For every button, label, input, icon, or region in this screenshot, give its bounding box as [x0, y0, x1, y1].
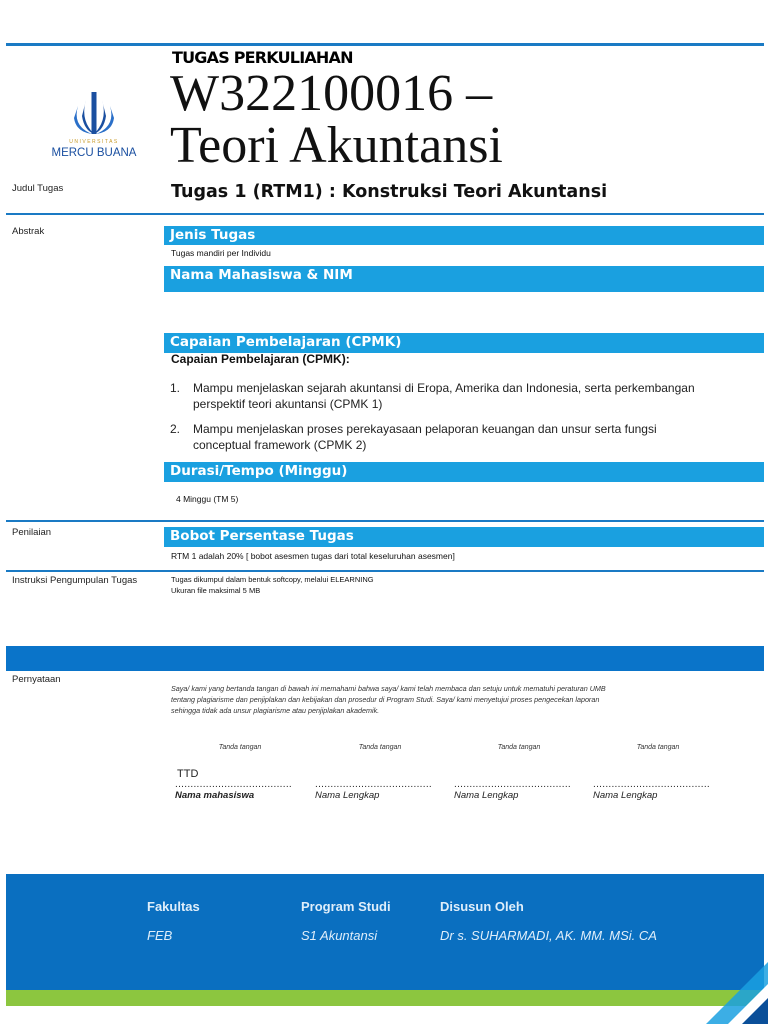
footer-disusun-label: Disusun Oleh [440, 899, 524, 914]
jenis-tugas-header: Jenis Tugas [164, 226, 764, 245]
signature-caption: Tanda tangan [218, 744, 262, 751]
cpmk-item-line1: Mampu menjelaskan proses perekayasaan pelaporan keuangan dan unsur serta fungsi [193, 422, 657, 436]
footer-green-strip [6, 990, 764, 1006]
top-rule [6, 43, 764, 46]
signature-block [175, 744, 305, 801]
cpmk-item-num: 2. [170, 422, 181, 436]
signature-caption: Tanda tangan [497, 744, 541, 751]
pernyataan-text [171, 683, 606, 716]
bobot-header: Bobot Persentase Tugas [164, 527, 764, 547]
pernyataan-line3: sehingga tidak ada unsur plagiarisme atau penjiplakan akademik. [171, 706, 380, 715]
rule-penilaian [6, 520, 764, 522]
durasi-value: 4 Minggu (TM 5) [176, 494, 239, 504]
signature-name: Nama Lengkap [315, 790, 380, 801]
judul-value: Tugas 1 (RTM1) : Konstruksi Teori Akuntansi [171, 182, 608, 202]
abstrak-label: Abstrak [12, 226, 45, 237]
mercu-buana-emblem-icon [44, 90, 144, 136]
signature-caption: Tanda tangan [358, 744, 402, 751]
footer-disusun-value: Dr s. SUHARMADI, AK. MM. MSi. CA [440, 928, 657, 943]
nama-mahasiswa-header: Nama Mahasiswa & NIM [164, 266, 764, 292]
separator-band [6, 646, 764, 671]
signature-name: Nama mahasiswa [175, 790, 255, 801]
signature-block [315, 744, 445, 801]
rule-abstrak [6, 213, 764, 215]
signature-block [454, 744, 584, 801]
instruksi-line2: Ukuran file maksimal 5 MB [171, 586, 261, 595]
pernyataan-line2: tentang plagiarisme dan penjiplakan dan kebijakan dan prosedur di Program Studi. Saya/ kami menyetujui proses pengecekan laporan [171, 695, 600, 704]
course-name: Teori Akuntansi [170, 117, 503, 174]
cpmk-item-line2: conceptual framework (CPMK 2) [193, 438, 367, 452]
footer-prodi-label: Program Studi [301, 899, 391, 914]
cpmk-item-line2: perspektif teori akuntansi (CPMK 1) [193, 397, 383, 411]
kicker-title: TUGAS PERKULIAHAN [172, 48, 353, 67]
cpmk-item-num: 1. [170, 381, 181, 395]
signature-name: Nama Lengkap [593, 790, 658, 801]
signature-block [593, 744, 723, 801]
signature-name: Nama Lengkap [454, 790, 519, 801]
cpmk-header: Capaian Pembelajaran (CPMK) [164, 333, 764, 353]
footer-fakultas-value: FEB [147, 928, 173, 943]
cpmk-subtitle: Capaian Pembelajaran (CPMK): [171, 352, 350, 366]
judul-label: Judul Tugas [12, 183, 64, 194]
durasi-header: Durasi/Tempo (Minggu) [164, 462, 764, 482]
ttd-label: TTD [177, 768, 199, 780]
signature-caption: Tanda tangan [636, 744, 680, 751]
pernyataan-label: Pernyataan [12, 674, 61, 685]
rule-instruksi [6, 570, 764, 572]
footer-fakultas-label: Fakultas [147, 899, 200, 914]
logo-line1: UNIVERSITAS [69, 139, 119, 145]
signature-line: ...................................... [593, 779, 710, 790]
course-code: W322100016 – [170, 65, 493, 122]
signature-line: ...................................... [454, 779, 571, 790]
footer-corner-decoration-icon [698, 954, 768, 1024]
instruksi-label: Instruksi Pengumpulan Tugas [12, 575, 138, 586]
penilaian-label: Penilaian [12, 527, 52, 538]
signature-line: ...................................... [175, 779, 292, 790]
cpmk-item-line1: Mampu menjelaskan sejarah akuntansi di Eropa, Amerika dan Indonesia, serta perkembangan [193, 381, 695, 395]
jenis-tugas-value: Tugas mandiri per Individu [171, 248, 271, 258]
logo-line2: MERCU BUANA [51, 147, 137, 159]
bobot-value: RTM 1 adalah 20% [ bobot asesmen tugas dari total keseluruhan asesmen] [171, 551, 455, 561]
university-logo [44, 90, 144, 165]
instruksi-line1: Tugas dikumpul dalam bentuk softcopy, melalui ELEARNING [171, 575, 374, 584]
footer-prodi-value: S1 Akuntansi [301, 928, 378, 943]
pernyataan-line1: Saya/ kami yang bertanda tangan di bawah ini memahami bahwa saya/ kami telah membaca dan setuju untuk mematuhi peraturan UMB [171, 684, 606, 693]
signature-line: ...................................... [315, 779, 432, 790]
